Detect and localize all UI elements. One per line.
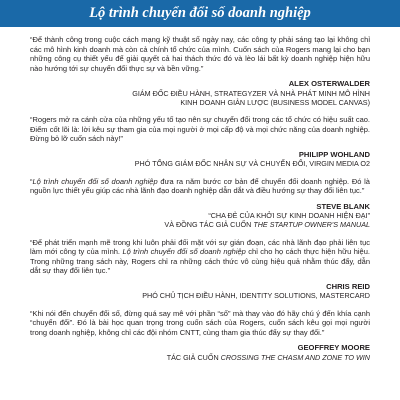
testimonial-author-title: PHÓ TỔNG GIÁM ĐỐC NHÂN SỰ VÀ CHUYỂN ĐỔI, VIRGIN MEDIA O2: [134, 159, 370, 169]
testimonial-quote: [30, 238, 370, 276]
testimonial: [30, 177, 370, 230]
page-title: Lộ trình chuyển đổi số doanh nghiệp: [89, 5, 311, 21]
quote-text: “: [30, 176, 33, 186]
testimonial-author-title: [30, 220, 370, 229]
testimonial-author-title: GIÁM ĐỐC ĐIỀU HÀNH, STRATEGYZER VÀ NHÀ PHÁT MINH MÔ HÌNH: [132, 88, 370, 98]
book-title: Lộ trình chuyển đổi số doanh nghiệp: [32, 176, 158, 186]
testimonial-quote: [30, 177, 370, 196]
testimonial-author: PHILIPP WOHLAND: [298, 149, 370, 159]
testimonial-author: STEVE BLANK: [316, 201, 370, 211]
testimonial-author: ALEX OSTERWALDER: [288, 79, 370, 89]
testimonial-quote: “Để thành công trong cuộc cách mạng kỹ thuật số ngày nay, các công ty phải sáng tạo lại không chỉ các mô hình kinh doanh mà còn cả chính tổ chức của mình. Cuốn sách của Rogers mang lại cho bạn những công cụ thiết yếu để giải quyết cả hai thách thức đó và lèo lái bất kỳ doanh nghiệp hiện hữu nào hướng tới sự chuyển đổi thực sự và bền vững.”: [30, 35, 370, 73]
testimonial: [30, 35, 370, 107]
testimonial-quote: “Rogers mở ra cánh cửa của những yếu tố tạo nên sự chuyển đổi trong các tổ chức có hiệu suất cao. Điểm cốt lõi là: lời kêu sự tham gia của mọi người ở mọi cấp độ và mọi chức năng của doanh nghiệp. Đừng bỏ lỡ cuốn sách này!”: [30, 115, 370, 144]
testimonial-author-title: PHÓ CHỦ TỊCH ĐIỀU HÀNH, IDENTITY SOLUTIONS, MASTERCARD: [142, 291, 370, 301]
title-text: VÀ ĐỒNG TÁC GIẢ CUỐN: [164, 220, 254, 230]
page-banner: [0, 0, 400, 27]
quote-text: chỉ cho họ cách thực hiện hữu hiệu. Trong những trang sách này, Rogers chỉ ra những cách thức vô cùng hiệu quả nhằm thúc đẩy, dẫn dắt sự thay đổi liên tục.”: [30, 247, 370, 276]
testimonial-author: GEOFFREY MOORE: [297, 343, 370, 353]
testimonial: [30, 115, 370, 168]
testimonials-list: [0, 27, 400, 362]
book-title: CROSSING THE CHASM AND ZONE TO WIN: [220, 352, 370, 362]
testimonial-author-title: KINH DOANH GIẢN LƯỢC (BUSINESS MODEL CANVAS): [180, 97, 370, 107]
book-title: THE STARTUP OWNER'S MANUAL: [253, 220, 370, 230]
testimonial-author-title: “CHA ĐẺ CỦA KHỞI SỰ KINH DOANH HIỆN ĐẠI”: [208, 211, 370, 221]
title-text: TÁC GIẢ CUỐN: [166, 352, 221, 362]
testimonial: [30, 238, 370, 301]
testimonial: [30, 309, 370, 362]
quote-text: đưa ra năm bước cơ bản để chuyển đổi doanh nghiệp. Đó là nguồn lực thiết yếu giúp các nhà lãnh đạo doanh nghiệp dẫn dắt và điều hướng sự thay đổi liên tục.”: [30, 176, 370, 196]
book-title: Lộ trình chuyển đổi số doanh nghiệp: [122, 247, 246, 257]
testimonial-author-title: [30, 353, 370, 362]
quote-text: “Để phát triển mạnh mẽ trong khi luôn phải đối mặt với sự gián đoạn, các nhà lãnh đạo phải liên tục làm mới công ty của mình.: [30, 237, 370, 257]
testimonial-author: CHRIS REID: [326, 281, 370, 291]
testimonial-quote: “Khi nói đến chuyển đổi số, đừng quá say mê với phần “số” mà thay vào đó hãy chú ý đến khía cạnh “chuyển đổi”. Đó là bài học quan trọng trong cuốn sách của Rogers, cuốn sách kêu gọi mọi người trong doanh nghiệp, không chỉ các đội nhóm CNTT, cùng tham gia thúc đẩy sự thay đổi.”: [30, 308, 370, 337]
